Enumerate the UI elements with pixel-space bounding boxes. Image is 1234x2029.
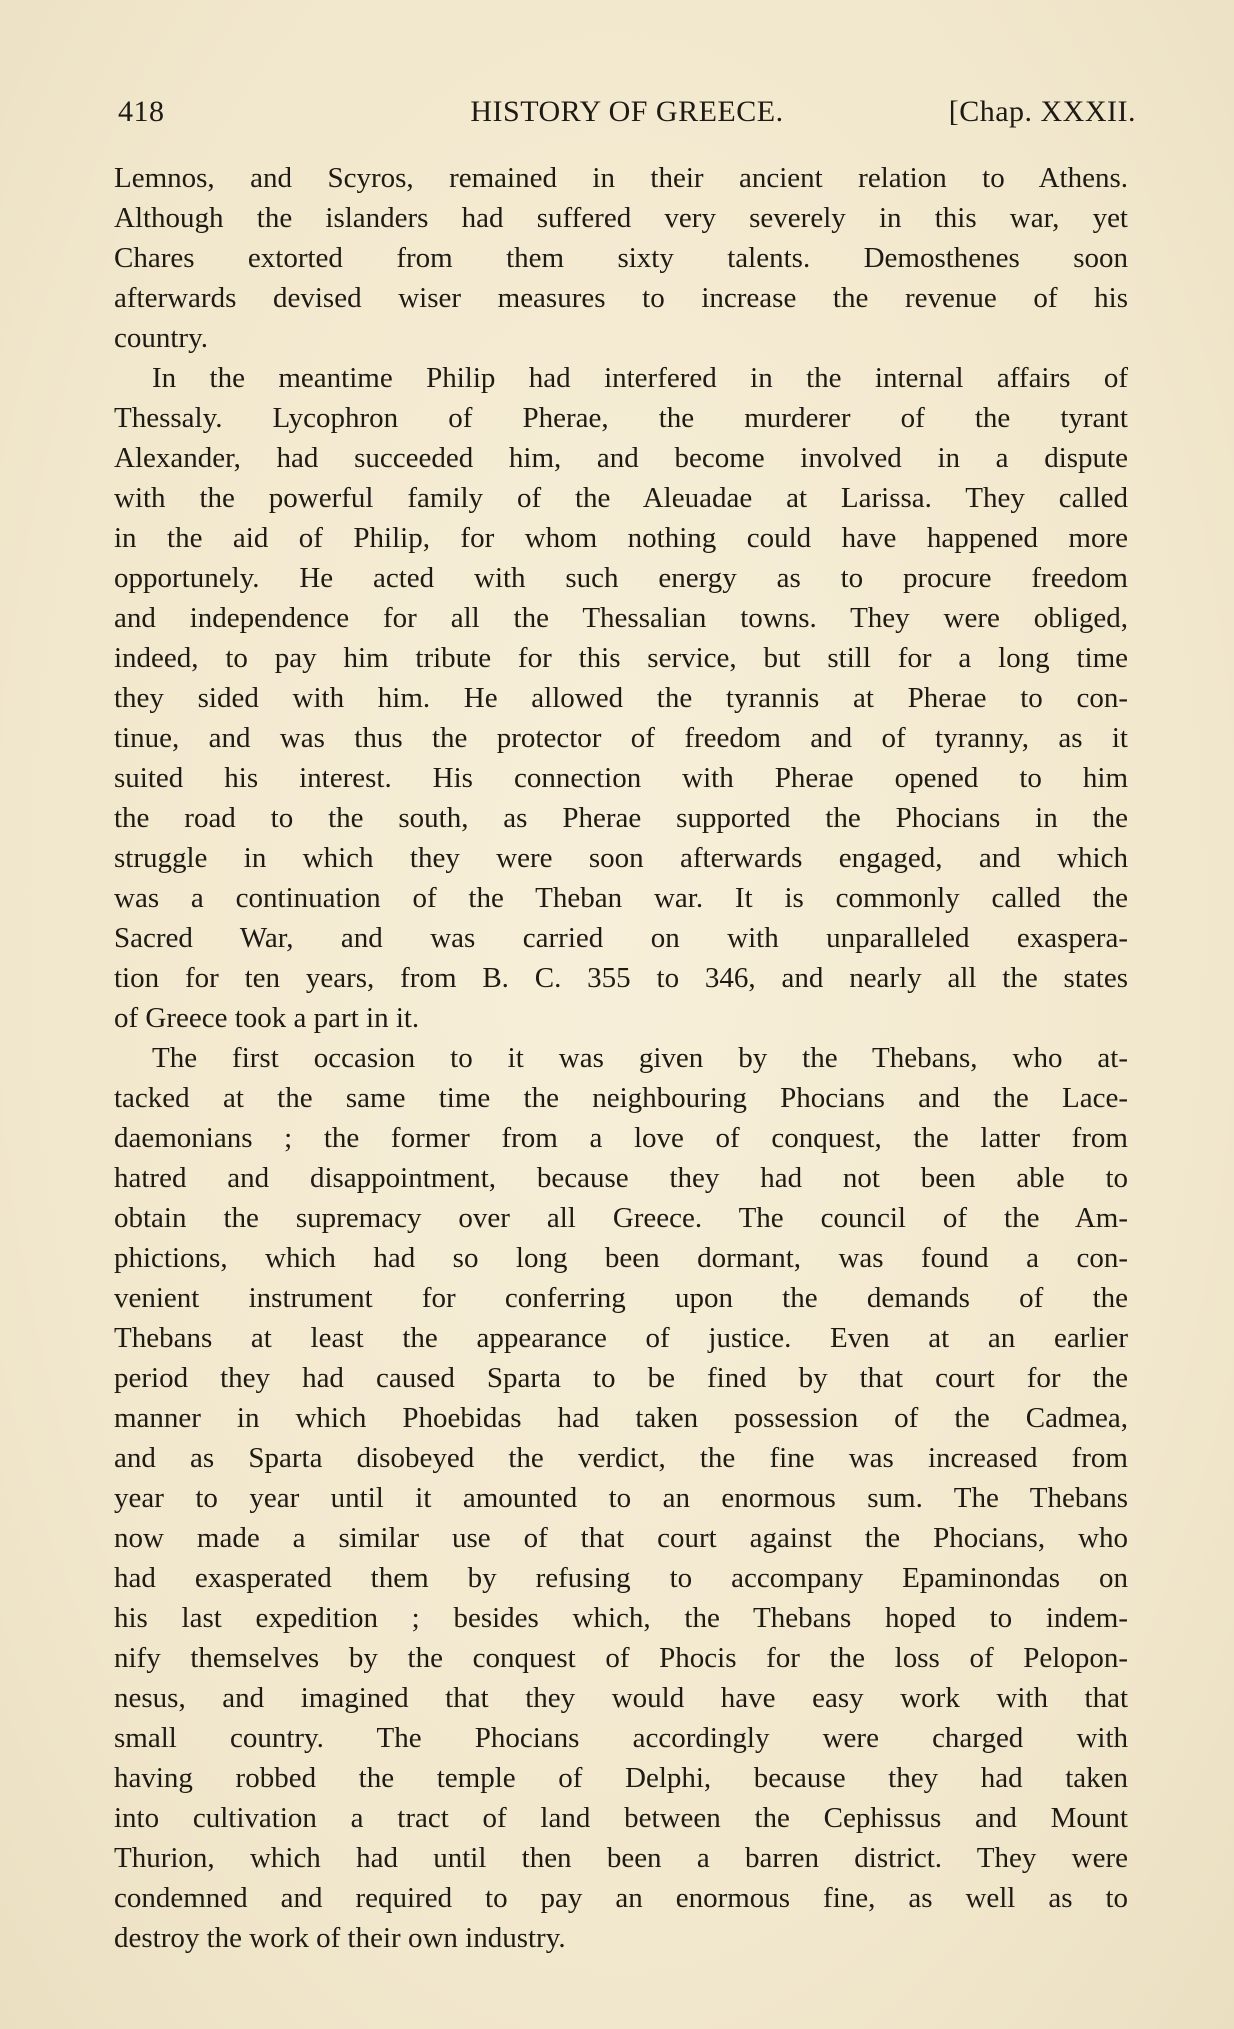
text-line: the road to the south, as Pherae supported the Phocians in the	[114, 802, 1128, 834]
text-line: In the meantime Philip had interfered in the internal affairs of	[152, 362, 1128, 394]
text-line: afterwards devised wiser measures to increase the revenue of his	[114, 282, 1128, 314]
text-line: had exasperated them by refusing to accompany Epaminondas on	[114, 1562, 1128, 1594]
text-line: opportunely. He acted with such energy as to procure freedom	[114, 562, 1128, 594]
text-line: Thessaly. Lycophron of Pherae, the murderer of the tyrant	[114, 402, 1128, 434]
paragraph-3	[114, 1038, 1128, 1958]
text-line: destroy the work of their own industry.	[114, 1922, 566, 1954]
text-line: condemned and required to pay an enormous fine, as well as to	[114, 1882, 1128, 1914]
chapter-reference: [Chap. XXXII.	[948, 95, 1136, 128]
text-line: they sided with him. He allowed the tyrannis at Pherae to con-	[114, 682, 1128, 714]
running-header	[118, 92, 1136, 132]
text-line: manner in which Phoebidas had taken possession of the Cadmea,	[114, 1402, 1128, 1434]
running-title: HISTORY OF GREECE.	[470, 95, 784, 128]
text-line: Sacred War, and was carried on with unparalleled exaspera-	[114, 922, 1128, 954]
text-line: phictions, which had so long been dormant, was found a con-	[114, 1242, 1128, 1274]
text-line: daemonians ; the former from a love of conquest, the latter from	[114, 1122, 1128, 1154]
text-line: Chares extorted from them sixty talents. Demosthenes soon	[114, 242, 1128, 274]
text-line: year to year until it amounted to an enormous sum. The Thebans	[114, 1482, 1128, 1514]
text-line: was a continuation of the Theban war. It is commonly called the	[114, 882, 1128, 914]
text-line: tacked at the same time the neighbouring Phocians and the Lace-	[114, 1082, 1128, 1114]
text-line: into cultivation a tract of land between the Cephissus and Mount	[114, 1802, 1128, 1834]
text-line: having robbed the temple of Delphi, because they had taken	[114, 1762, 1128, 1794]
paragraph-1	[114, 158, 1128, 358]
text-line: Thebans at least the appearance of justice. Even at an earlier	[114, 1322, 1128, 1354]
text-line: The first occasion to it was given by the Thebans, who at-	[152, 1042, 1128, 1074]
text-line: venient instrument for conferring upon the demands of the	[114, 1282, 1128, 1314]
text-line: Thurion, which had until then been a barren district. They were	[114, 1842, 1128, 1874]
text-line: now made a similar use of that court against the Phocians, who	[114, 1522, 1128, 1554]
text-line: of Greece took a part in it.	[114, 1002, 420, 1034]
paragraph-2	[114, 358, 1128, 1038]
text-line: nesus, and imagined that they would have easy work with that	[114, 1682, 1128, 1714]
text-line: small country. The Phocians accordingly were charged with	[114, 1722, 1128, 1754]
text-line: Alexander, had succeeded him, and become involved in a dispute	[114, 442, 1128, 474]
text-line: period they had caused Sparta to be fined by that court for the	[114, 1362, 1128, 1394]
text-line: Lemnos, and Scyros, remained in their ancient relation to Athens.	[114, 162, 1128, 194]
text-line: and independence for all the Thessalian towns. They were obliged,	[114, 602, 1128, 634]
text-line: with the powerful family of the Aleuadae at Larissa. They called	[114, 482, 1128, 514]
text-line: in the aid of Philip, for whom nothing could have happened more	[114, 522, 1128, 554]
text-line: tinue, and was thus the protector of freedom and of tyranny, as it	[114, 722, 1128, 754]
text-line: hatred and disappointment, because they had not been able to	[114, 1162, 1128, 1194]
text-line: tion for ten years, from B. C. 355 to 346, and nearly all the states	[114, 962, 1128, 994]
text-line: obtain the supremacy over all Greece. The council of the Am-	[114, 1202, 1128, 1234]
text-line: suited his interest. His connection with Pherae opened to him	[114, 762, 1128, 794]
text-line: his last expedition ; besides which, the Thebans hoped to indem-	[114, 1602, 1128, 1634]
text-line: and as Sparta disobeyed the verdict, the fine was increased from	[114, 1442, 1128, 1474]
text-line: nify themselves by the conquest of Phocis for the loss of Pelopon-	[114, 1642, 1128, 1674]
text-line: struggle in which they were soon afterwards engaged, and which	[114, 842, 1128, 874]
page-number: 418	[118, 95, 165, 128]
body-text	[114, 158, 1128, 1958]
text-line: indeed, to pay him tribute for this service, but still for a long time	[114, 642, 1128, 674]
text-line: Although the islanders had suffered very severely in this war, yet	[114, 202, 1128, 234]
text-line: country.	[114, 322, 208, 354]
